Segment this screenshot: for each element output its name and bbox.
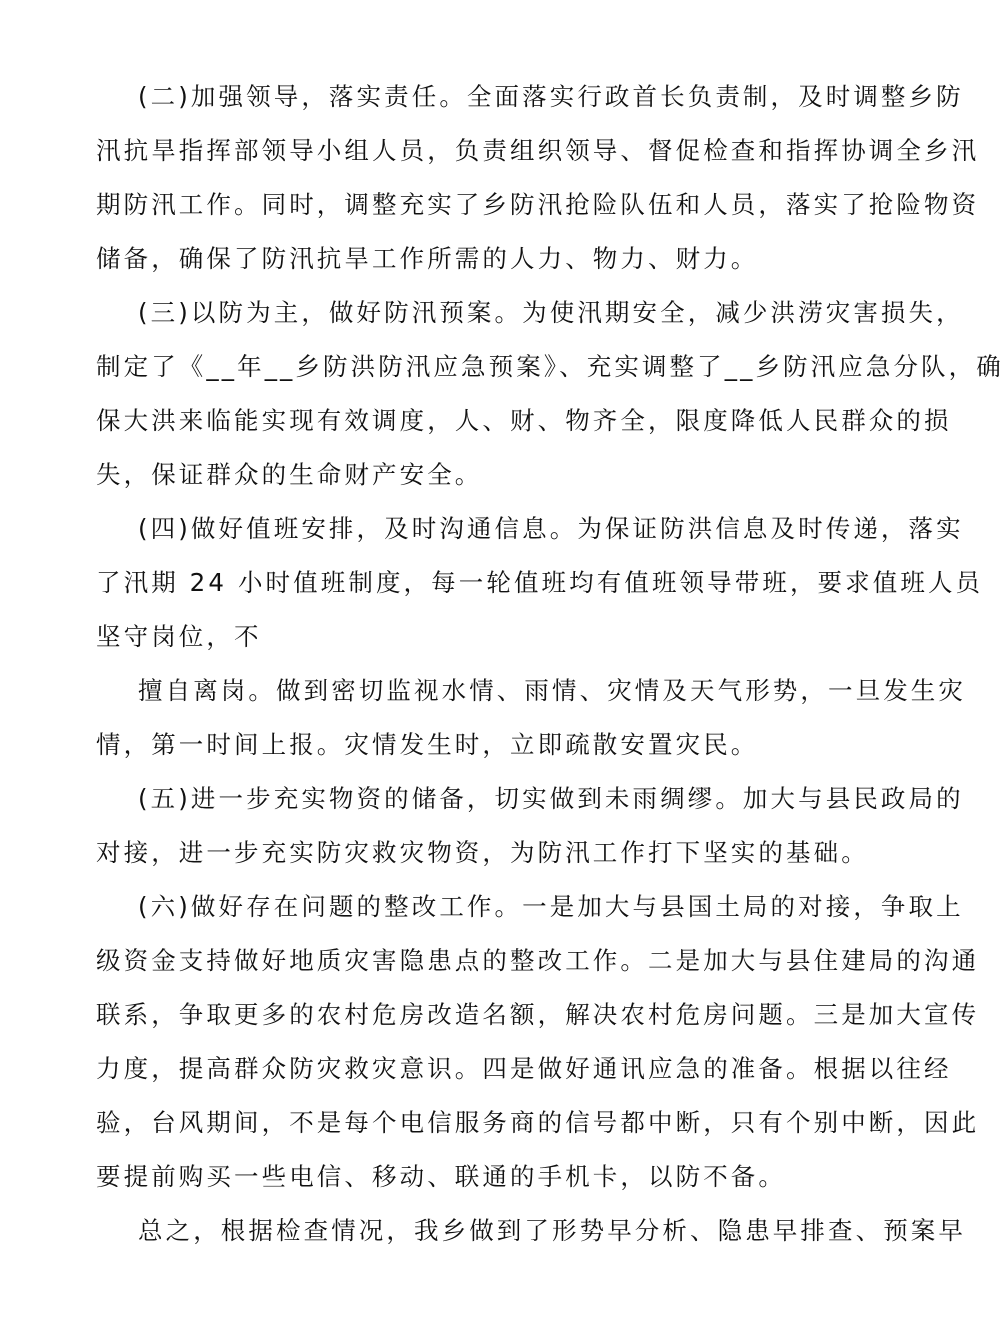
paragraph-rectification <box>96 880 980 1204</box>
paragraph-material-reserve <box>96 772 964 880</box>
text-line: 验，台风期间，不是每个电信服务商的信号都中断，只有个别中断，因此 <box>96 1108 980 1137</box>
text-line: 期防汛工作。同时，调整充实了乡防汛抢险队伍和人员，落实了抢险物资 <box>96 190 980 219</box>
text-line: 了汛期 24 小时值班制度，每一轮值班均有值班领导带班，要求值班人员 <box>96 568 984 597</box>
paragraph-leadership <box>96 70 980 286</box>
text-line: 汛抗旱指挥部领导小组人员，负责组织领导、督促检查和指挥协调全乡汛 <box>96 136 980 165</box>
text-line: 制定了《__年__乡防洪防汛应急预案》、充实调整了__乡防汛应急分队，确 <box>96 352 1004 381</box>
paragraph-summary <box>96 1204 966 1258</box>
text-line: (三)以防为主，做好防汛预案。为使汛期安全，减少洪涝灾害损失， <box>138 298 964 327</box>
text-line: (六)做好存在问题的整改工作。一是加大与县国土局的对接，争取上 <box>138 892 964 921</box>
text-line: 储备，确保了防汛抗旱工作所需的人力、物力、财力。 <box>96 244 759 273</box>
text-line: (四)做好值班安排，及时沟通信息。为保证防洪信息及时传递，落实 <box>138 514 964 543</box>
text-line: 联系，争取更多的农村危房改造名额，解决农村危房问题。三是加大宣传 <box>96 1000 980 1029</box>
text-line: 总之，根据检查情况，我乡做到了形势早分析、隐患早排查、预案早 <box>138 1216 966 1245</box>
paragraph-duty-arrangement <box>96 502 984 664</box>
text-line: 失，保证群众的生命财产安全。 <box>96 460 483 489</box>
paragraph-duty-continued <box>96 664 966 772</box>
text-line: 级资金支持做好地质灾害隐患点的整改工作。二是加大与县住建局的沟通 <box>96 946 980 975</box>
document-body <box>96 70 1004 1258</box>
paragraph-prevention-plan <box>96 286 1004 502</box>
text-line: 坚守岗位，不 <box>96 622 262 651</box>
text-line: 对接，进一步充实防灾救灾物资，为防汛工作打下坚实的基础。 <box>96 838 869 867</box>
text-line: 力度，提高群众防灾救灾意识。四是做好通讯应急的准备。根据以往经 <box>96 1054 952 1083</box>
text-line: (二)加强领导，落实责任。全面落实行政首长负责制，及时调整乡防 <box>138 82 964 111</box>
text-line: 情，第一时间上报。灾情发生时，立即疏散安置灾民。 <box>96 730 759 759</box>
text-line: 要提前购买一些电信、移动、联通的手机卡，以防不备。 <box>96 1162 786 1191</box>
text-line: (五)进一步充实物资的储备，切实做到未雨绸缪。加大与县民政局的 <box>138 784 964 813</box>
text-line: 保大洪来临能实现有效调度，人、财、物齐全，限度降低人民群众的损 <box>96 406 952 435</box>
text-line: 擅自离岗。做到密切监视水情、雨情、灾情及天气形势，一旦发生灾 <box>138 676 966 705</box>
